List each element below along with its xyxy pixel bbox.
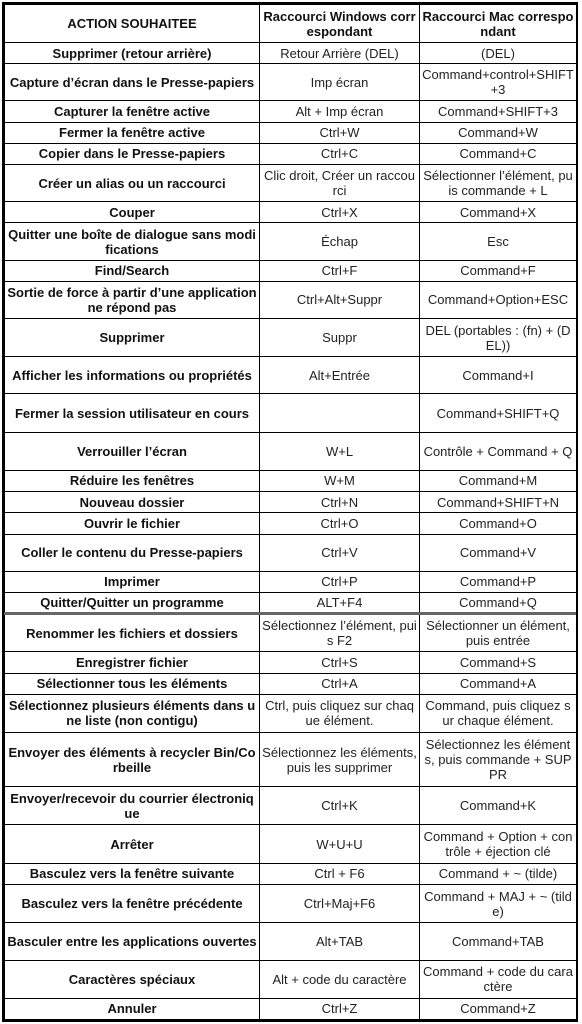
action-cell: Quitter/Quitter un programme [5,592,260,613]
table-row [5,432,577,470]
table-row [5,143,577,164]
action-cell: Envoyer/recevoir du courrier électronique [5,787,260,825]
table-row [5,592,577,613]
table-row [5,673,577,694]
windows-shortcut-cell: Ctrl+Alt+Suppr [260,281,420,318]
table-row [5,998,577,1020]
windows-shortcut-cell: Ctrl+C [260,143,420,164]
action-cell: Basculez vers la fenêtre suivante [5,863,260,884]
table-row [5,165,577,202]
mac-shortcut-cell: Esc [420,223,577,260]
windows-shortcut-cell: Clic droit, Créer un raccourci [260,165,420,202]
table-row [5,281,577,318]
mac-shortcut-cell: Sélectionner un élément, puis entrée [420,614,577,652]
action-cell: Annuler [5,998,260,1020]
mac-shortcut-cell: Command+TAB [420,923,577,961]
table-row [5,652,577,673]
table-row [5,122,577,143]
action-cell: Couper [5,202,260,223]
mac-shortcut-cell: Command+S [420,652,577,673]
action-cell: Capturer la fenêtre active [5,101,260,122]
windows-shortcut-cell: Retour Arrière (DEL) [260,43,420,64]
windows-shortcut-cell: Ctrl+X [260,202,420,223]
action-cell: Find/Search [5,260,260,281]
mac-shortcut-cell: Command+C [420,143,577,164]
action-cell: Supprimer [5,319,260,357]
header-action: ACTION SOUHAITEE [5,5,260,43]
table-row [5,863,577,884]
table-row [5,614,577,652]
windows-shortcut-cell: Alt + Imp écran [260,101,420,122]
table-row [5,470,577,491]
windows-shortcut-cell: Ctrl+P [260,571,420,592]
action-cell: Fermer la session utilisateur en cours [5,394,260,432]
windows-shortcut-cell: Ctrl+N [260,492,420,513]
windows-shortcut-cell: Sélectionnez les éléments, puis les supprimer [260,733,420,787]
shortcuts-table-frame [2,2,578,1022]
windows-shortcut-cell: Ctrl + F6 [260,863,420,884]
windows-shortcut-cell: Ctrl+O [260,513,420,534]
windows-shortcut-cell: Ctrl+K [260,787,420,825]
action-cell: Supprimer (retour arrière) [5,43,260,64]
windows-shortcut-cell: Ctrl+W [260,122,420,143]
action-cell: Arrêter [5,825,260,863]
windows-shortcut-cell: Sélectionnez l’élément, puis F2 [260,614,420,652]
mac-shortcut-cell: Command + Option + contrôle + éjection clé [420,825,577,863]
action-cell: Sortie de force à partir d’une application ne répond pas [5,281,260,318]
mac-shortcut-cell: Command+W [420,122,577,143]
table-row [5,223,577,260]
mac-shortcut-cell: Command+V [420,534,577,571]
windows-shortcut-cell: Ctrl+S [260,652,420,673]
table-row [5,961,577,998]
mac-shortcut-cell: Command+SHIFT+Q [420,394,577,432]
action-cell: Caractères spéciaux [5,961,260,998]
table-row [5,492,577,513]
action-cell: Quitter une boîte de dialogue sans modifications [5,223,260,260]
windows-shortcut-cell: W+L [260,432,420,470]
windows-shortcut-cell: Ctrl+V [260,534,420,571]
mac-shortcut-cell: Command, puis cliquez sur chaque élément. [420,694,577,732]
table-row [5,884,577,922]
action-cell: Sélectionner tous les éléments [5,673,260,694]
mac-shortcut-cell: Command+Q [420,592,577,613]
header-row [5,5,577,43]
action-cell: Envoyer des éléments à recycler Bin/Corbeille [5,733,260,787]
table-row [5,202,577,223]
action-cell: Réduire les fenêtres [5,470,260,491]
mac-shortcut-cell: Command + ~ (tilde) [420,863,577,884]
mac-shortcut-cell: Command+O [420,513,577,534]
mac-shortcut-cell: Sélectionner l’élément, puis commande + L [420,165,577,202]
mac-shortcut-cell: Command+M [420,470,577,491]
mac-shortcut-cell: Command+I [420,357,577,394]
action-cell: Basculez vers la fenêtre précédente [5,884,260,922]
table-row [5,513,577,534]
mac-shortcut-cell: Command+X [420,202,577,223]
action-cell: Sélectionnez plusieurs éléments dans une liste (non contigu) [5,694,260,732]
table-row [5,694,577,732]
windows-shortcut-cell: Alt+Entrée [260,357,420,394]
header-mac: Raccourci Mac correspondant [420,5,577,43]
mac-shortcut-cell: Contrôle + Command + Q [420,432,577,470]
windows-shortcut-cell: W+U+U [260,825,420,863]
windows-shortcut-cell: Imp écran [260,64,420,101]
action-cell: Basculer entre les applications ouvertes [5,923,260,961]
action-cell: Nouveau dossier [5,492,260,513]
mac-shortcut-cell: Command + MAJ + ~ (tilde) [420,884,577,922]
table-row [5,571,577,592]
windows-shortcut-cell: Ctrl+F [260,260,420,281]
action-cell: Enregistrer fichier [5,652,260,673]
action-cell: Ouvrir le fichier [5,513,260,534]
action-cell: Renommer les fichiers et dossiers [5,614,260,652]
table-row [5,43,577,64]
table-row [5,923,577,961]
header-windows: Raccourci Windows correspondant [260,5,420,43]
table-row [5,357,577,394]
windows-shortcut-cell: Ctrl+A [260,673,420,694]
windows-shortcut-cell: Échap [260,223,420,260]
mac-shortcut-cell: Command + code du caractère [420,961,577,998]
action-cell: Créer un alias ou un raccourci [5,165,260,202]
action-cell: Coller le contenu du Presse-papiers [5,534,260,571]
windows-shortcut-cell: Alt + code du caractère [260,961,420,998]
windows-shortcut-cell: Ctrl, puis cliquez sur chaque élément. [260,694,420,732]
mac-shortcut-cell: Command+SHIFT+3 [420,101,577,122]
shortcuts-table [4,4,577,1020]
action-cell: Imprimer [5,571,260,592]
action-cell: Verrouiller l’écran [5,432,260,470]
mac-shortcut-cell: Command+K [420,787,577,825]
mac-shortcut-cell: (DEL) [420,43,577,64]
action-cell: Fermer la fenêtre active [5,122,260,143]
mac-shortcut-cell: Command+control+SHIFT+3 [420,64,577,101]
windows-shortcut-cell: Suppr [260,319,420,357]
mac-shortcut-cell: DEL (portables : (fn) + (DEL)) [420,319,577,357]
table-row [5,787,577,825]
action-cell: Capture d’écran dans le Presse-papiers [5,64,260,101]
table-row [5,319,577,357]
table-row [5,733,577,787]
table-row [5,101,577,122]
action-cell: Copier dans le Presse-papiers [5,143,260,164]
table-row [5,825,577,863]
table-row [5,394,577,432]
table-row [5,534,577,571]
table-row [5,64,577,101]
mac-shortcut-cell: Sélectionnez les éléments, puis commande + SUPPR [420,733,577,787]
windows-shortcut-cell: Ctrl+Maj+F6 [260,884,420,922]
action-cell: Afficher les informations ou propriétés [5,357,260,394]
mac-shortcut-cell: Command+SHIFT+N [420,492,577,513]
mac-shortcut-cell: Command+P [420,571,577,592]
mac-shortcut-cell: Command+F [420,260,577,281]
windows-shortcut-cell: Ctrl+Z [260,998,420,1020]
windows-shortcut-cell [260,394,420,432]
table-row [5,260,577,281]
windows-shortcut-cell: W+M [260,470,420,491]
mac-shortcut-cell: Command+A [420,673,577,694]
windows-shortcut-cell: Alt+TAB [260,923,420,961]
mac-shortcut-cell: Command+Z [420,998,577,1020]
mac-shortcut-cell: Command+Option+ESC [420,281,577,318]
windows-shortcut-cell: ALT+F4 [260,592,420,613]
